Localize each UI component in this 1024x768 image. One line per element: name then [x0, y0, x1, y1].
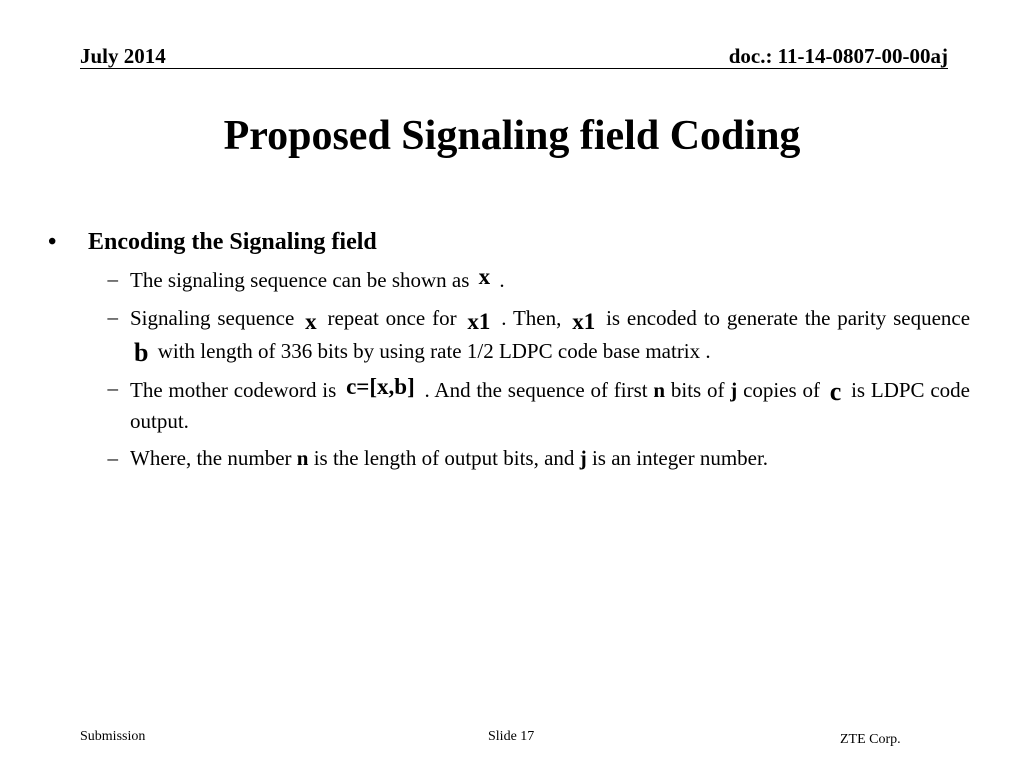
- slide-body: [46, 226, 970, 474]
- var-n: n: [653, 378, 666, 402]
- sub-item-text: The signaling sequence can be shown as x .: [130, 264, 970, 296]
- math-symbol: c: [829, 377, 842, 406]
- bullet-level1: [46, 226, 970, 258]
- math-symbol: x1: [572, 309, 596, 334]
- header-divider: [80, 68, 948, 69]
- footer-slide-number: Slide 17: [488, 729, 535, 744]
- slide-title: Proposed Signaling field Coding: [223, 113, 801, 159]
- dash-icon: –: [107, 267, 118, 291]
- footer-company: ZTE Corp.: [840, 732, 901, 747]
- sub-item-text: Signaling sequence x repeat once for x1 . Then, x1 is encoded to generate the parity sequence b with length of 336 bits by using rate 1/2 LDPC code base matrix .: [130, 306, 971, 367]
- sub-item-4: [46, 443, 970, 474]
- var-j: j: [579, 446, 587, 470]
- dash-icon: –: [107, 376, 118, 400]
- bullet-dot-icon: •: [48, 229, 57, 255]
- math-symbol: x: [305, 309, 317, 334]
- var-j: j: [730, 378, 738, 402]
- math-formula: c=[x,b]: [346, 374, 415, 399]
- math-symbol: b: [134, 338, 149, 367]
- sub-item-text: Where, the number n is the length of output bits, and j is an integer number.: [130, 446, 769, 470]
- header-doc-id: doc.: 11-14-0807-00-00aj: [728, 44, 948, 68]
- dash-icon: –: [107, 305, 118, 329]
- var-n: n: [296, 446, 309, 470]
- sub-item-3: [46, 373, 970, 437]
- sub-item-text: The mother codeword is c=[x,b] . And the sequence of first n bits of j copies of c is LDPC code output.: [130, 373, 970, 437]
- math-symbol: x1: [467, 309, 491, 334]
- footer-submission: Submission: [80, 729, 146, 744]
- math-symbol: x: [478, 264, 491, 289]
- sub-item-1: [46, 264, 970, 296]
- dash-icon: –: [107, 446, 118, 470]
- header-date: July 2014: [80, 44, 166, 68]
- sub-item-2: [46, 302, 970, 367]
- bullet-text: Encoding the Signaling field: [88, 229, 377, 255]
